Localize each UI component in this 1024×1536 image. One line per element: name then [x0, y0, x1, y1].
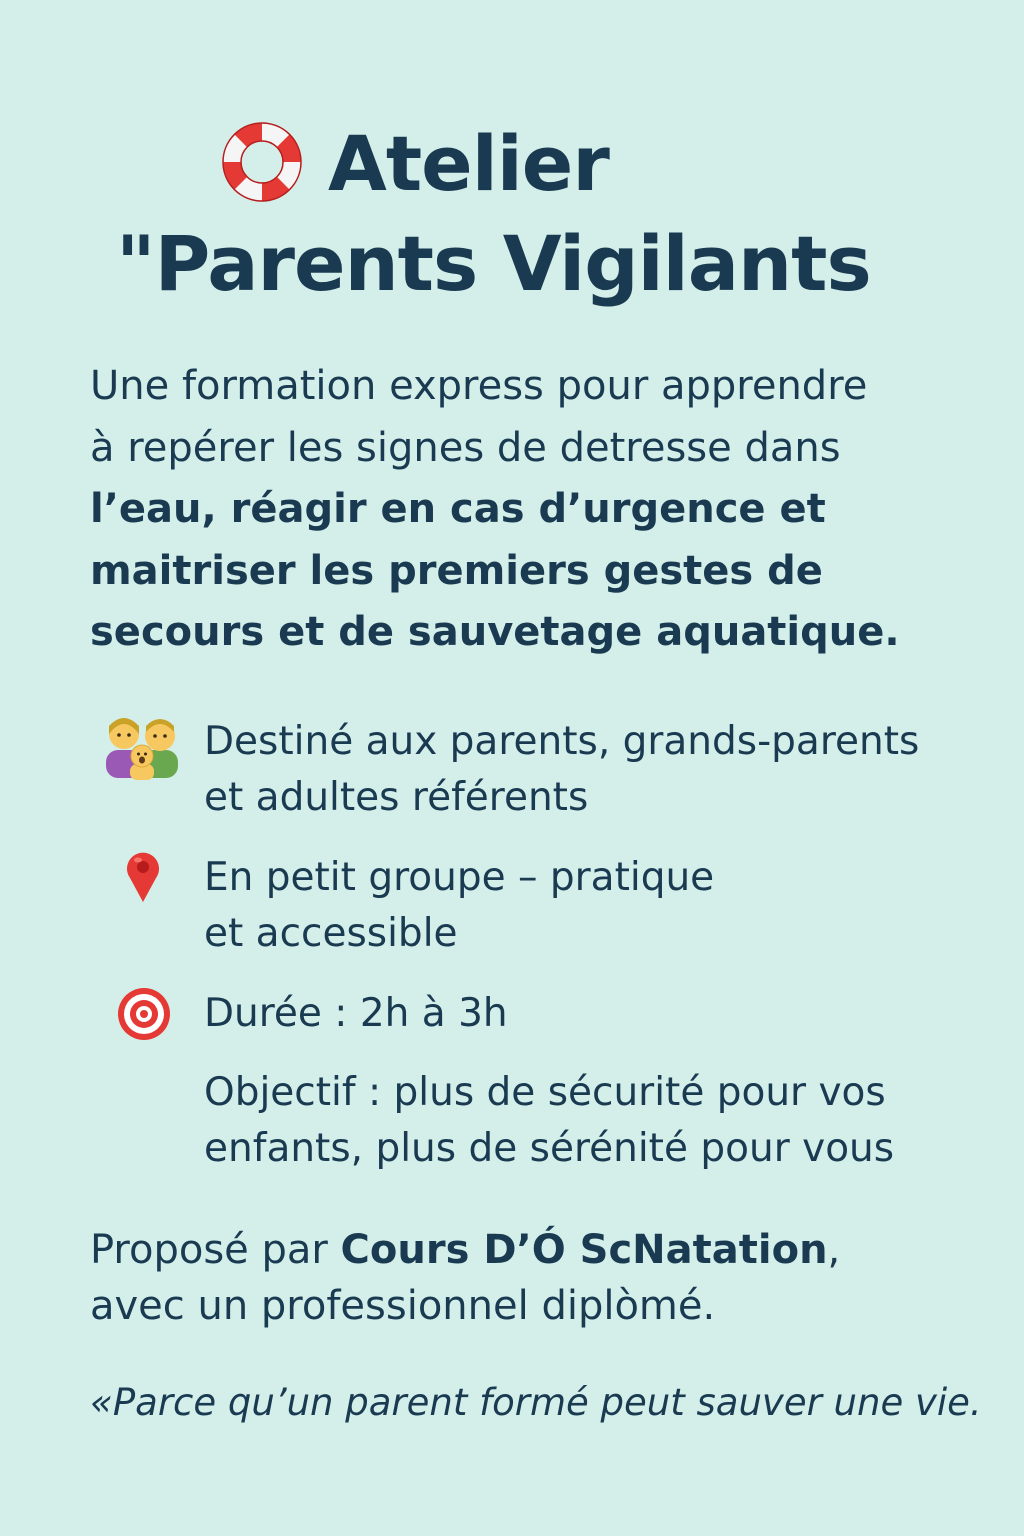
- family-icon: [104, 714, 182, 780]
- organizer-prefix: Proposé par: [90, 1227, 341, 1273]
- feature-line: Destiné aux parents, grands-parents: [204, 719, 920, 764]
- feature-line: Objectif : plus de sécurité pour vos: [204, 1070, 886, 1115]
- page-title-line-2: "Parents Vigilants: [116, 219, 871, 308]
- organizer-name: Cours D’Ó ScNatation: [340, 1227, 828, 1273]
- feature-line: Durée : 2h à 3h: [204, 991, 508, 1036]
- feature-objective: [204, 1065, 894, 1177]
- intro-line: Une formation express pour apprendre: [90, 363, 868, 409]
- feature-line: En petit groupe – pratique: [204, 855, 715, 900]
- intro-line: à repérer les signes de detresse dans: [90, 424, 841, 471]
- organizer-line: [90, 1222, 840, 1278]
- intro-paragraph: [90, 356, 970, 664]
- target-icon: [116, 986, 172, 1042]
- location-pin-icon: [120, 848, 166, 904]
- organizer-line-2: avec un professionnel diplòmé.: [90, 1283, 716, 1329]
- organizer-suffix: ,: [827, 1227, 841, 1273]
- page-title: Atelier: [328, 119, 609, 208]
- organizer-block: [90, 1222, 840, 1334]
- feature-audience: [204, 714, 919, 826]
- feature-line: et adultes référents: [204, 775, 589, 820]
- intro-line: maitriser les premiers gestes de: [90, 547, 823, 594]
- feature-group: [204, 850, 714, 962]
- lifebuoy-icon: [222, 122, 302, 202]
- feature-line: enfants, plus de sérénité pour vous: [204, 1126, 895, 1171]
- feature-line: et accessible: [204, 911, 458, 956]
- feature-duration: [204, 986, 508, 1042]
- intro-line: l’eau, réagir en cas d’urgence et: [90, 486, 826, 532]
- closing-quote: «Parce qu’un parent formé peut sauver une vie.: [90, 1381, 982, 1424]
- intro-line: secours et de sauvetage aquatique.: [90, 609, 900, 655]
